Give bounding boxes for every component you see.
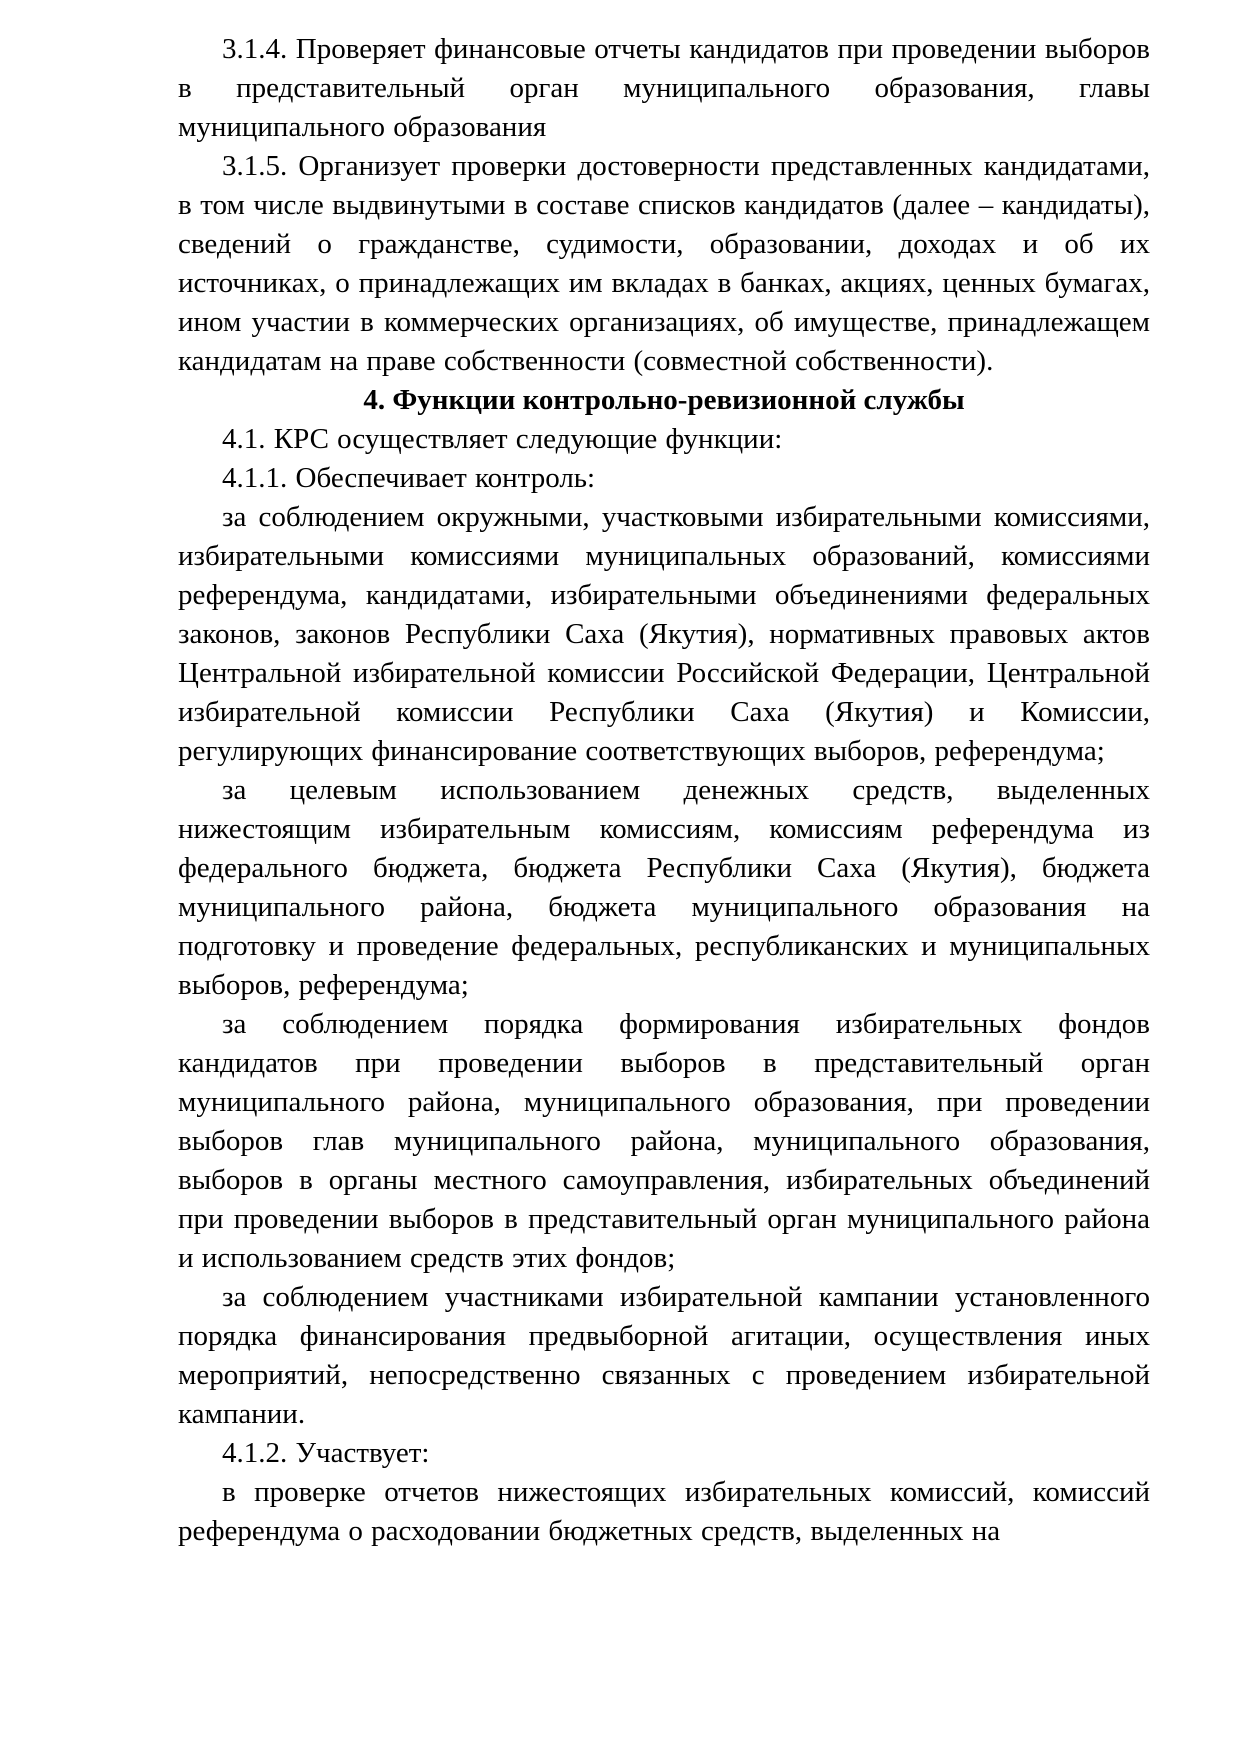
section-4-heading: 4. Функции контрольно-ревизионной службы bbox=[363, 384, 965, 416]
paragraph-4-1: 4.1. КРС осуществляет следующие функции: bbox=[222, 423, 783, 455]
paragraph-3-1-4: 3.1.4. Проверяет финансовые отчеты кандидатов при проведении выборов в представительный орган муниципального образования, главы муниципального образования bbox=[178, 33, 1150, 143]
paragraph-campaign-financing-order: за соблюдением участниками избирательной кампании установленного порядка финансирования предвыборной агитации, осуществления иных мероприятий, непосредственно связанных с проведением избирательной кампании. bbox=[178, 1281, 1150, 1430]
paragraph-report-verification: в проверке отчетов нижестоящих избирательных комиссий, комиссий референдума о расходовании бюджетных средств, выделенных на bbox=[178, 1476, 1150, 1547]
paragraph-4-1-1: 4.1.1. Обеспечивает контроль: bbox=[222, 462, 596, 494]
paragraph-4-1-2: 4.1.2. Участвует: bbox=[222, 1437, 430, 1469]
paragraph-control-law-compliance: за соблюдением окружными, участковыми избирательными комиссиями, избирательными комиссиями муниципальных образований, комиссиями референдума, кандидатами, избирательными объединениями федеральных законов, законов Республики Саха (Якутия), нормативных правовых актов Центральной избирательной комиссии Российской Федерации, Центральной избирательной комиссии Республики Саха (Якутия) и Комиссии, регулирующих финансирование соответствующих выборов, референдума; bbox=[178, 501, 1150, 767]
paragraph-3-1-5: 3.1.5. Организует проверки достоверности представленных кандидатами, в том числе выдвинутыми в составе списков кандидатов (далее – кандидаты), сведений о гражданстве, судимости, образовании, доходах и об их источниках, о принадлежащих им вкладах в банках, акциях, ценных бумагах, ином участии в коммерческих организациях, об имуществе, принадлежащем кандидатам на праве собственности (совместной собственности). bbox=[178, 150, 1150, 377]
paragraph-electoral-fund-formation: за соблюдением порядка формирования избирательных фондов кандидатов при проведении выборов в представительный орган муниципального района, муниципального образования, при проведении выборов глав муниципального района, муниципального образования, выборов в органы местного самоуправления, избирательных объединений при проведении выборов в представительный орган муниципального района и использованием средств этих фондов; bbox=[178, 1008, 1150, 1274]
paragraph-targeted-use-of-funds: за целевым использованием денежных средств, выделенных нижестоящим избирательным комиссиям, комиссиям референдума из федерального бюджета, бюджета Республики Саха (Якутия), бюджета муниципального района, бюджета муниципального образования на подготовку и проведение федеральных, республиканских и муниципальных выборов, референдума; bbox=[178, 774, 1150, 1001]
